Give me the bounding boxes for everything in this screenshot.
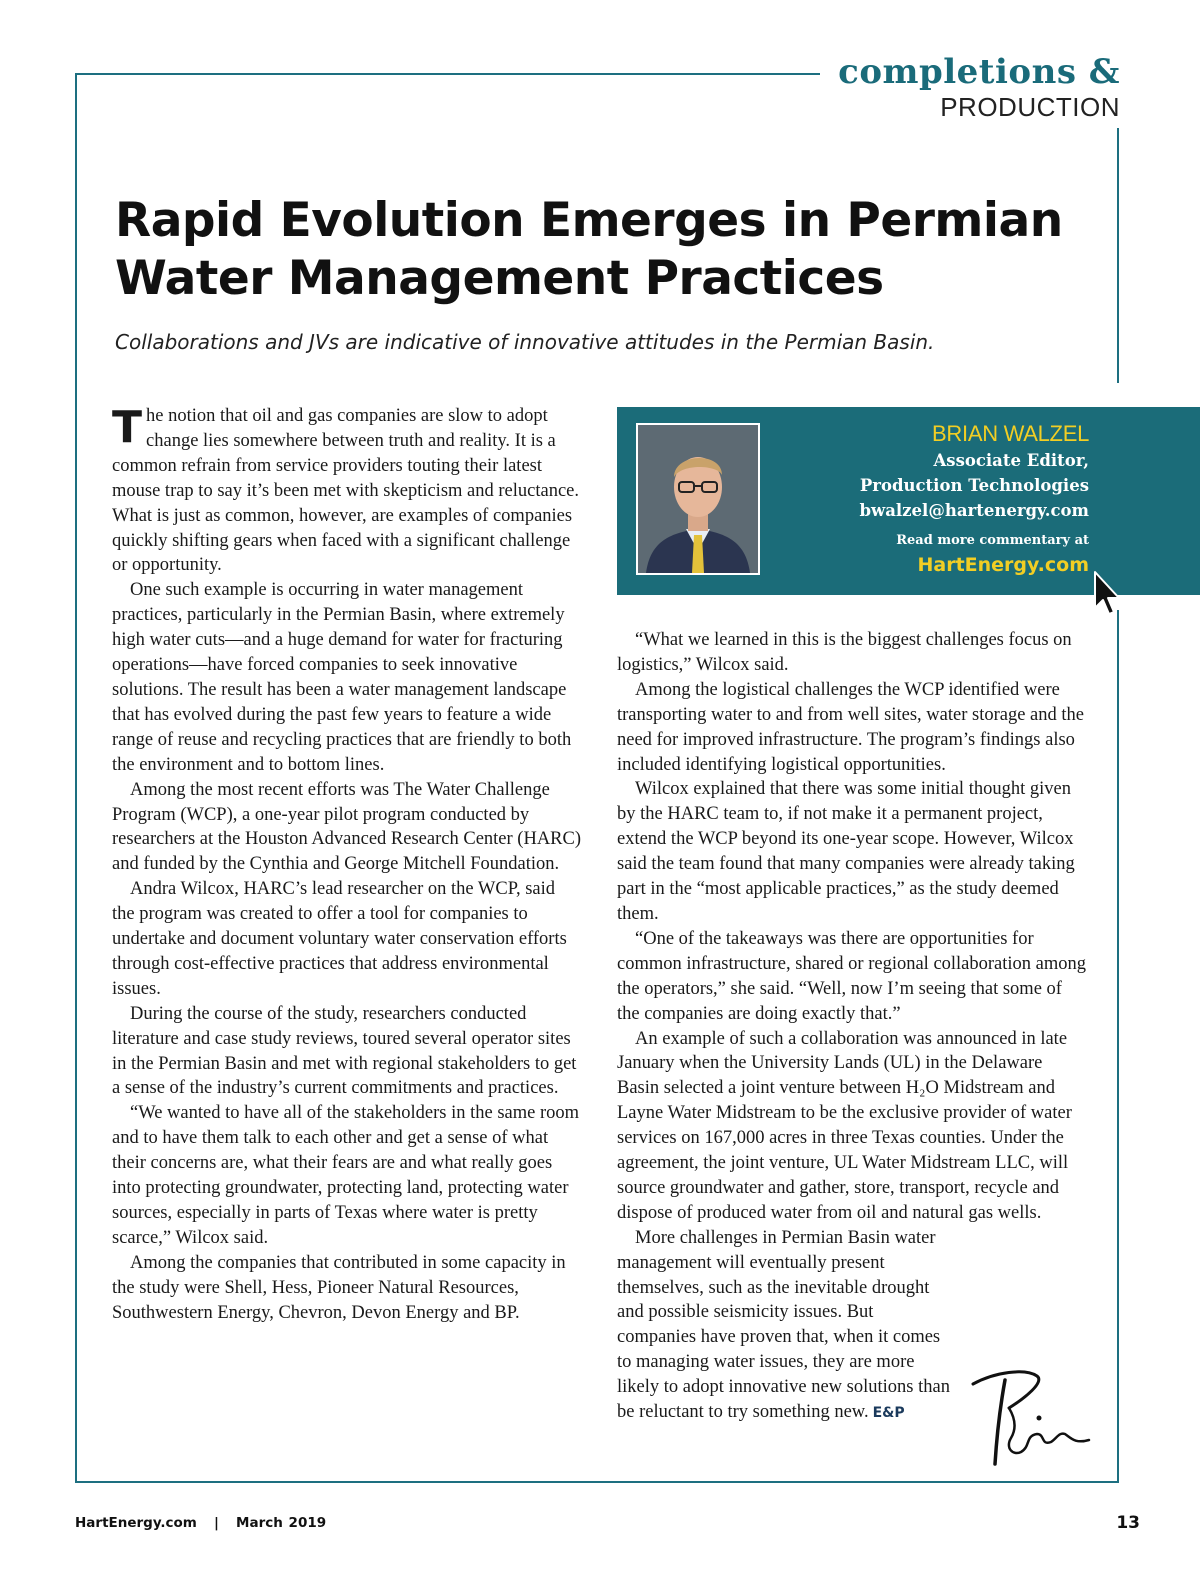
article-paragraph: The notion that oil and gas companies are slow to adopt change lies somewhere between truth and reality. It is a common refrain from service providers touting their latest mouse trap to say it’s been met with skepticism and reluctance. What is just as common, however, are examples of companies quickly shifting gears when faced with a significant challenge or opportunity. (112, 402, 579, 576)
section-subtitle: PRODUCTION (940, 92, 1120, 122)
author-title-line: Associate Editor, (933, 451, 1089, 470)
article-paragraph-last: More challenges in Permian Basin water management will eventually present themselves, such as the inevitable drought and possible seismicity issues. But companies have proven that, when it comes to managing water issues, they are more likely to adopt innovative new solutions than be reluctant to try something new. E&P (617, 1227, 950, 1423)
article-paragraph: “One of the takeaways was there are opportunities for common infrastructure, shared or regional collaboration among the operators,” she said. “Well, now I’m seeing that some of the companies are doing exactly that.” (617, 928, 1087, 1024)
article-paragraph: Among the most recent efforts was The Water Challenge Program (WCP), a one-year pilot program conducted by researchers at the Houston Advanced Research Center (HARC) and funded by the Cynthia and George Mitchell Foundation. (112, 779, 582, 875)
article-paragraph: Andra Wilcox, HARC’s lead researcher on the WCP, said the program was created to offer a tool for companies to undertake and document voluntary water conservation efforts through cost-effective practices that address environmental issues. (112, 879, 567, 999)
author-title-line: Production Technologies (859, 476, 1089, 495)
footer-separator: | (213, 1515, 219, 1531)
article-paragraph: Wilcox explained that there was some initial thought given by the HARC team to, if not make it a permanent project, extend the WCP beyond its one-year scope. However, Wilcox said the team found that many companies were already taking part in the “most applicable practices,” as the study deemed them. (617, 779, 1075, 924)
read-more-label: Read more commentary at (896, 533, 1089, 548)
author-photo (636, 423, 760, 575)
footer-date: March 2019 (236, 1515, 327, 1531)
author-name: BRIAN WALZEL (932, 421, 1089, 446)
frame-line-right-upper (1117, 128, 1119, 383)
frame-line-left (75, 73, 77, 1483)
article-column-left (112, 404, 582, 1326)
drop-cap: T (112, 402, 143, 453)
author-email[interactable]: bwalzel@hartenergy.com (859, 501, 1089, 520)
author-bio-box (617, 407, 1200, 595)
article-column-right (617, 628, 1087, 1426)
article-paragraph: During the course of the study, researchers conducted literature and case study reviews, toured several operator sites in the Permian Basin and met with regional stakeholders to get a sense of the industry’s current commitments and practices. (112, 1003, 577, 1099)
article-paragraph: “We wanted to have all of the stakeholders in the same room and to have them talk to each other and get a sense of what their concerns are, what their fears are and what really goes into protecting groundwater, protecting land, protecting water sources, especially in parts of Texas where water is pretty scarce,” Wilcox said. (112, 1103, 580, 1248)
article-paragraph: One such example is occurring in water management practices, particularly in the Permian Basin, where extremely high water cuts—and a huge demand for water for fracturing operations—have forced companies to seek innovative solutions. The result has been a water management landscape that has evolved during the past few years to feature a wide range of reuse and recycling practices that are friendly to both the environment and to bottom lines. (112, 580, 572, 775)
article-paragraph: Among the logistical challenges the WCP identified were transporting water to and from well sites, water storage and the need for improved infrastructure. The program’s findings also included identifying logistical opportunities. (617, 679, 1084, 775)
mouse-cursor-icon (1092, 570, 1122, 620)
frame-line-bottom (75, 1481, 1119, 1483)
article-deck: Collaborations and JVs are indicative of innovative attitudes in the Permian Basin. (115, 330, 935, 354)
ep-end-logo: E&P (872, 1405, 905, 1422)
author-title (859, 448, 1089, 523)
page-footer (75, 1515, 326, 1531)
footer-site: HartEnergy.com (75, 1515, 197, 1531)
article-paragraph: Among the companies that contributed in some capacity in the study were Shell, Hess, Pioneer Natural Resources, Southwestern Energy, Chevron, Devon Energy and BP. (112, 1252, 566, 1323)
frame-line-top (75, 73, 820, 75)
article-paragraph: “What we learned in this is the biggest challenges focus on logistics,” Wilcox said. (617, 630, 1072, 675)
section-title: completions & (838, 52, 1120, 92)
frame-line-right-lower (1117, 610, 1119, 1483)
article-headline: Rapid Evolution Emerges in Permian Water Management Practices (115, 193, 1063, 306)
page-number: 13 (1116, 1513, 1140, 1533)
author-signature (965, 1362, 1095, 1472)
hartenergy-link[interactable]: HartEnergy.com (917, 554, 1089, 576)
article-paragraph: An example of such a collaboration was announced in late January when the University Lands (UL) in the Delaware Basin selected a joint venture between H₂O Midstream and Layne Water Midstream to be the exclusive provider of water services on 167,000 acres in three Texas counties. Under the agreement, the joint venture, UL Water Midstream LLC, will source groundwater and gather, store, transport, recycle and dispose of produced water from oil and natural gas wells. (617, 1028, 1072, 1223)
